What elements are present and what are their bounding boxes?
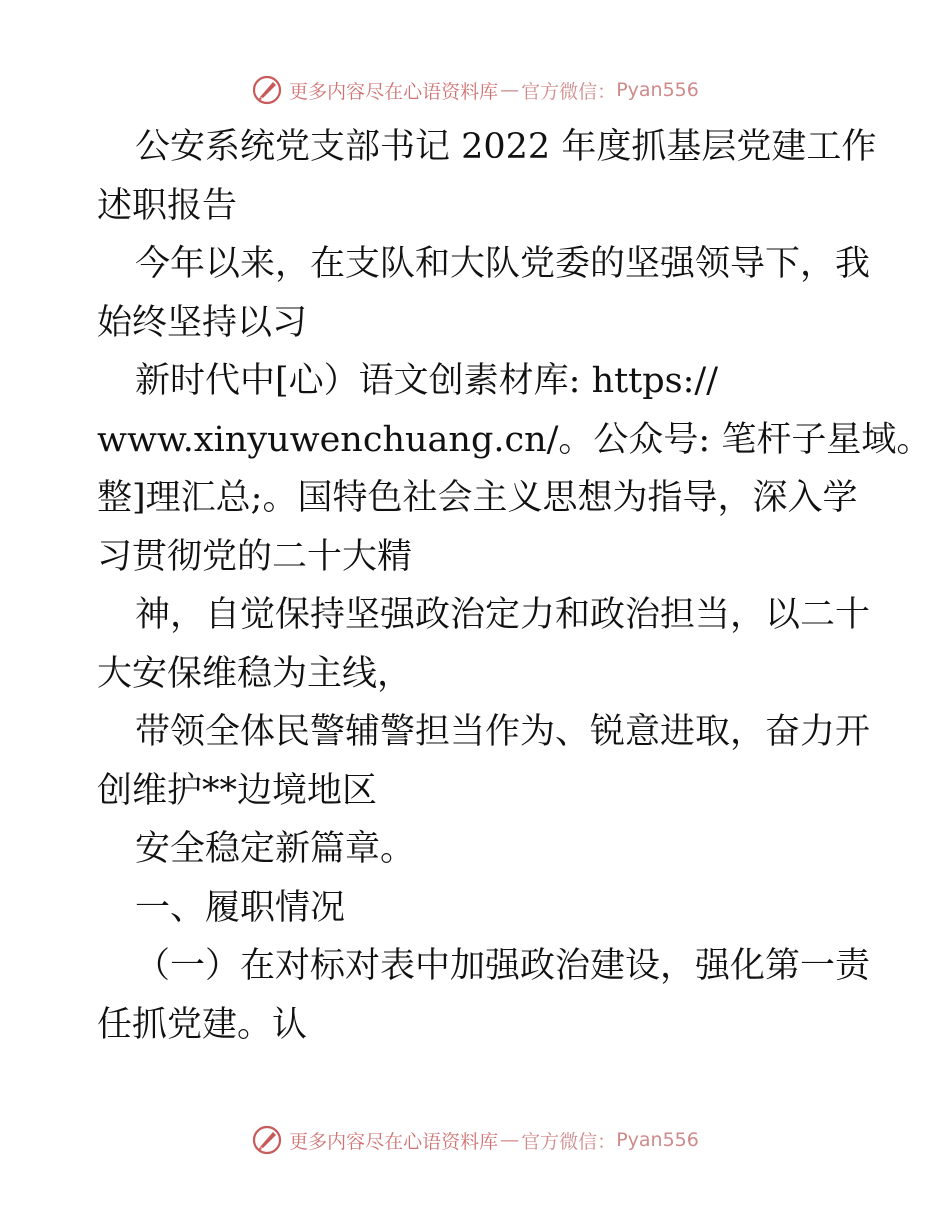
- quill-logo-icon: [251, 1124, 283, 1156]
- footer-watermark-banner: [0, 1120, 950, 1160]
- subsection-heading-line: 任抓党建。认: [97, 1004, 308, 1045]
- quill-logo-icon: [251, 74, 283, 106]
- paragraph-line: 带领全体民警辅警担当作为、锐意进取，奋力开: [135, 712, 871, 752]
- banner-dash: —: [500, 1129, 520, 1151]
- paragraph-line: 大安保维稳为主线，: [97, 653, 413, 694]
- banner-wechat-label: 官方微信：: [521, 1130, 617, 1153]
- paragraph-line: 今年以来，在支队和大队党委的坚强领导下，我: [135, 244, 871, 284]
- banner-brand-text: 更多内容尽在心语资料库: [289, 1130, 499, 1153]
- paragraph-line: 新时代中[心）语文创素材库: https://: [135, 361, 718, 401]
- document-body: [97, 118, 932, 1054]
- paragraph-line: 创维护**边境地区: [97, 770, 378, 811]
- title-line-1: 公安系统党支部书记 2022 年度抓基层党建工作: [135, 127, 877, 167]
- banner-dash: —: [500, 79, 520, 101]
- paragraph-line: 习贯彻党的二十大精: [97, 536, 413, 577]
- paragraph-line: 始终坚持以习: [97, 302, 308, 343]
- paragraph-line: 整]理汇总;。国特色社会主义思想为指导，深入学: [97, 478, 858, 518]
- header-watermark-banner: [0, 70, 950, 110]
- banner-account: Pyan556: [616, 1129, 699, 1151]
- paragraph-line: 安全稳定新篇章。: [135, 829, 416, 869]
- section-heading: 一、履职情况: [135, 887, 346, 928]
- banner-account: Pyan556: [616, 79, 699, 101]
- banner-wechat-label: 官方微信：: [521, 80, 617, 103]
- banner-brand-text: 更多内容尽在心语资料库: [289, 80, 499, 103]
- paragraph-line: 神，自觉保持坚强政治定力和政治担当，以二十: [135, 595, 871, 635]
- title-line-2: 述职报告: [97, 185, 238, 226]
- subsection-heading-line: （一）在对标对表中加强政治建设，强化第一责: [135, 946, 871, 986]
- paragraph-line: www.xinyuwenchuang.cn/。公众号: 笔杆子星域。: [97, 419, 932, 460]
